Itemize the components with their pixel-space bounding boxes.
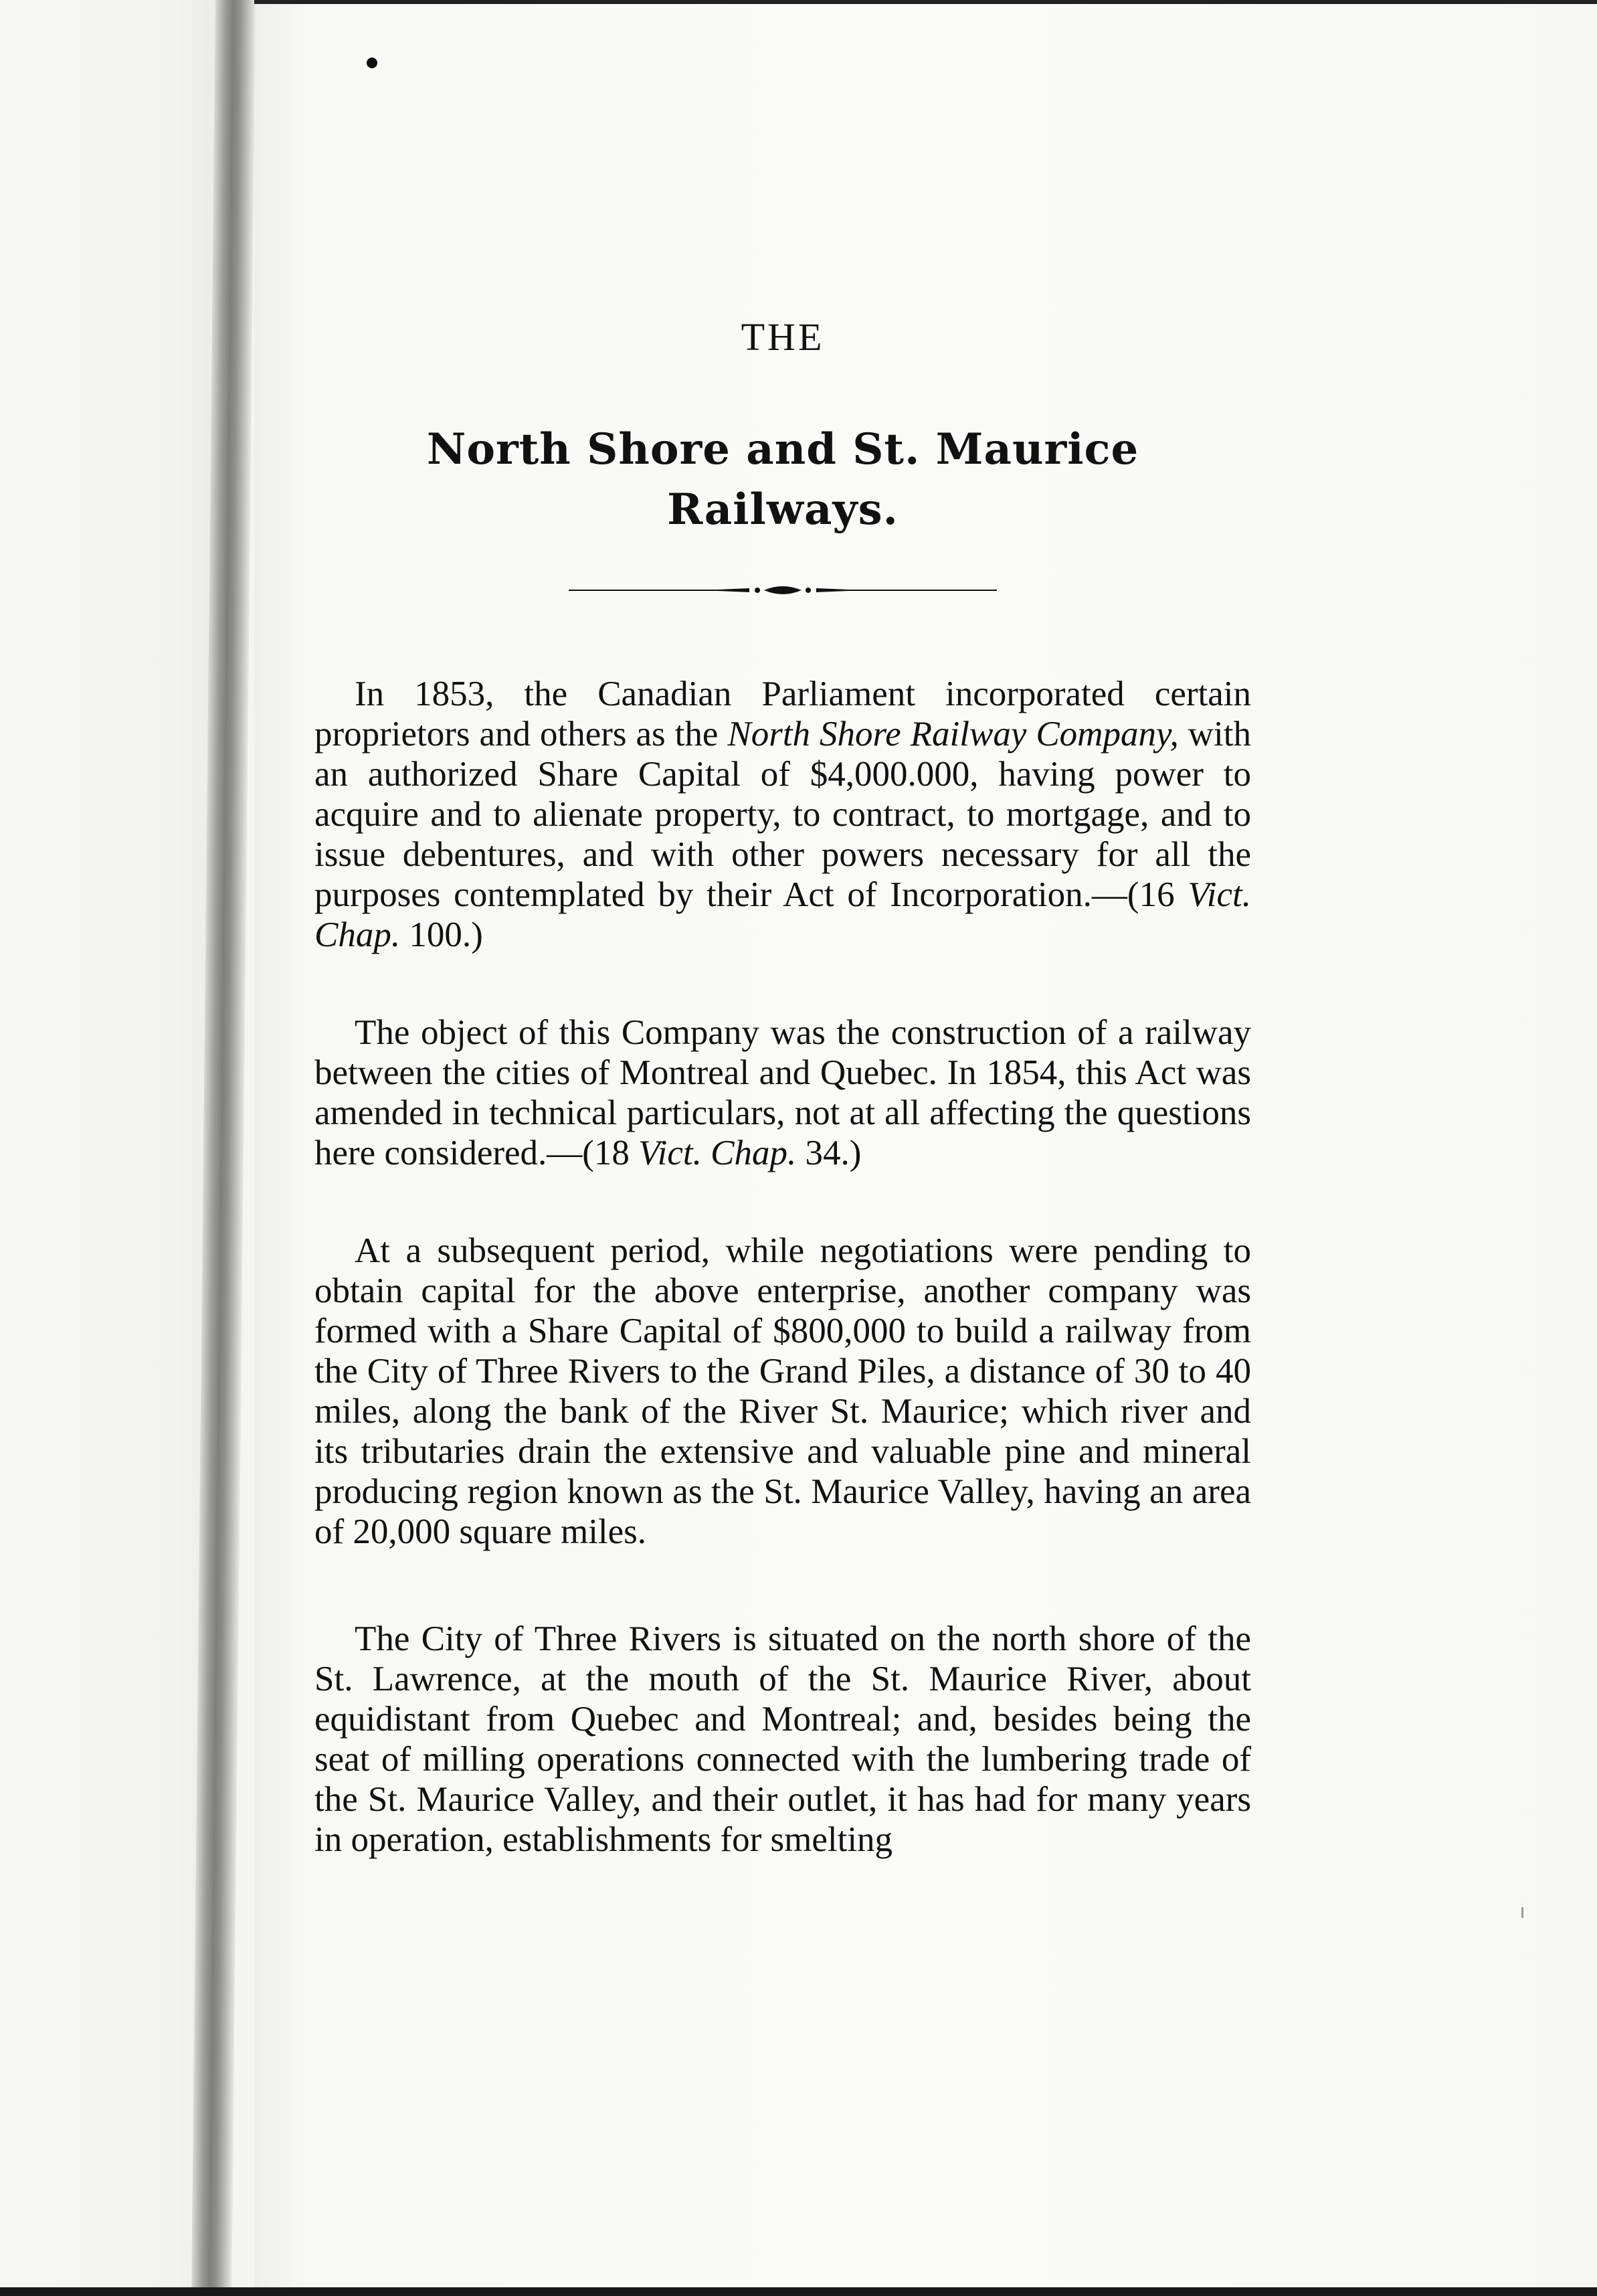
paragraph-1-text-a: In 1853, the Canadian Parliament incorporated certain proprietors and others as the	[314, 675, 1251, 754]
page-top-edge	[254, 0, 1597, 4]
title-line-2: Railways.	[667, 484, 899, 535]
paragraph-2	[314, 1012, 1251, 1173]
paragraph-1-text-b: with an authorized Share Capital of $4,000.000, having power to acquire and to alienate property, to contract, to mortgage, and to issue debentures, and with other powers necessary for all the purposes contemplated by their Act of Incorporation.—(16	[314, 715, 1252, 914]
title-line-1: North Shore and St. Maurice	[426, 424, 1139, 474]
paragraph-3: At a subsequent period, while negotiations were pending to obtain capital for the above enterprise, another company was formed with a Share Capital of $800,000 to build a railway from the City of Three Rivers to the Grand Piles, a distance of 30 to 40 miles, along the bank of the River St. Maurice; which river and its tributaries drain the extensive and valuable pine and mineral producing region known as the St. Maurice Valley, having an area of 20,000 square miles.	[314, 1231, 1251, 1551]
page-content	[314, 315, 1251, 1860]
paragraph-1-text-c: 100.)	[400, 915, 483, 954]
left-margin	[0, 0, 221, 2296]
paragraph-2-text-a: The object of this Company was the construction of a railway between the cities of Montreal and Quebec. In 1854, this Act was amended in technical particulars, not at all affecting the questions here considered.—(18	[314, 1013, 1251, 1172]
ornament-divider-icon	[569, 580, 997, 600]
paragraph-4: The City of Three Rivers is situated on the north shore of the St. Lawrence, at the mouth of the St. Maurice River, about equidistant from Quebec and Montreal; and, besides being the seat of milling operations connected with the lumbering trade of the St. Maurice Valley, and their outlet, it has had for many years in operation, establishments for smelting	[314, 1619, 1251, 1859]
paragraph-1-italic-b: Vict. Chap.	[314, 875, 1251, 954]
page-title	[314, 420, 1251, 540]
margin-mark	[1521, 1907, 1523, 1918]
paragraph-1-italic-a: North Shore Railway Company,	[727, 715, 1179, 754]
ink-speck	[367, 58, 377, 68]
paragraph-2-text-b: 34.)	[796, 1134, 862, 1172]
page-bottom-edge	[0, 2287, 1597, 2296]
paragraph-1	[314, 674, 1251, 955]
paragraph-2-italic-a: Vict. Chap.	[638, 1134, 797, 1172]
heading-the: THE	[741, 315, 825, 359]
